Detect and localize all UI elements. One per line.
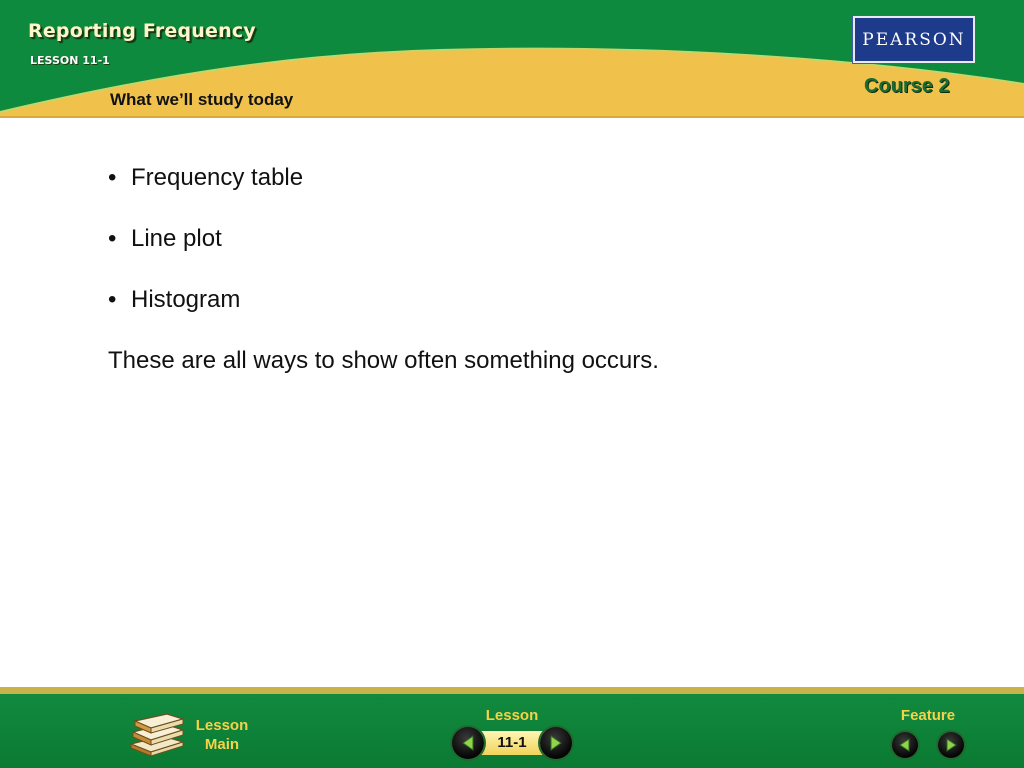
lesson-nav-label: Lesson xyxy=(485,707,539,724)
lesson-main-line2: Main xyxy=(204,736,240,753)
slide-content xyxy=(108,163,988,376)
footer-divider xyxy=(0,687,1024,694)
pearson-logo xyxy=(853,16,975,63)
lesson-prev-button[interactable] xyxy=(452,727,484,759)
list-item xyxy=(108,163,988,193)
feature-prev-button[interactable] xyxy=(892,732,918,758)
lesson-main-line1: Lesson xyxy=(195,717,249,734)
slide-header xyxy=(0,0,1024,118)
bullet-marker: • xyxy=(108,286,117,313)
lesson-main-link[interactable] xyxy=(186,716,258,754)
arrow-right-icon xyxy=(540,727,572,759)
lesson-pager xyxy=(452,727,572,759)
lesson-title: Reporting Frequency xyxy=(28,20,256,42)
list-item xyxy=(108,224,988,254)
bullet-marker: • xyxy=(108,225,117,252)
list-item-text: Histogram xyxy=(131,286,241,313)
section-subtitle: What we’ll study today xyxy=(110,90,294,109)
summary-text: These are all ways to show often something occurs. xyxy=(108,347,659,374)
lesson-code: LESSON 11-1 xyxy=(30,54,110,67)
list-item-text: Frequency table xyxy=(131,164,304,191)
books-icon[interactable] xyxy=(125,710,187,758)
list-item xyxy=(108,285,988,315)
lesson-next-button[interactable] xyxy=(540,727,572,759)
feature-nav-label: Feature xyxy=(900,707,956,724)
arrow-left-icon xyxy=(452,727,484,759)
bullet-marker: • xyxy=(108,164,117,191)
list-item-text: Line plot xyxy=(131,225,222,252)
arrow-left-icon xyxy=(892,732,918,758)
feature-next-button[interactable] xyxy=(938,732,964,758)
course-label: Course 2 xyxy=(864,75,950,97)
logo-text: PEARSON xyxy=(862,29,966,50)
arrow-right-icon xyxy=(938,732,964,758)
topic-list xyxy=(108,163,988,315)
lesson-number: 11-1 xyxy=(497,734,527,751)
